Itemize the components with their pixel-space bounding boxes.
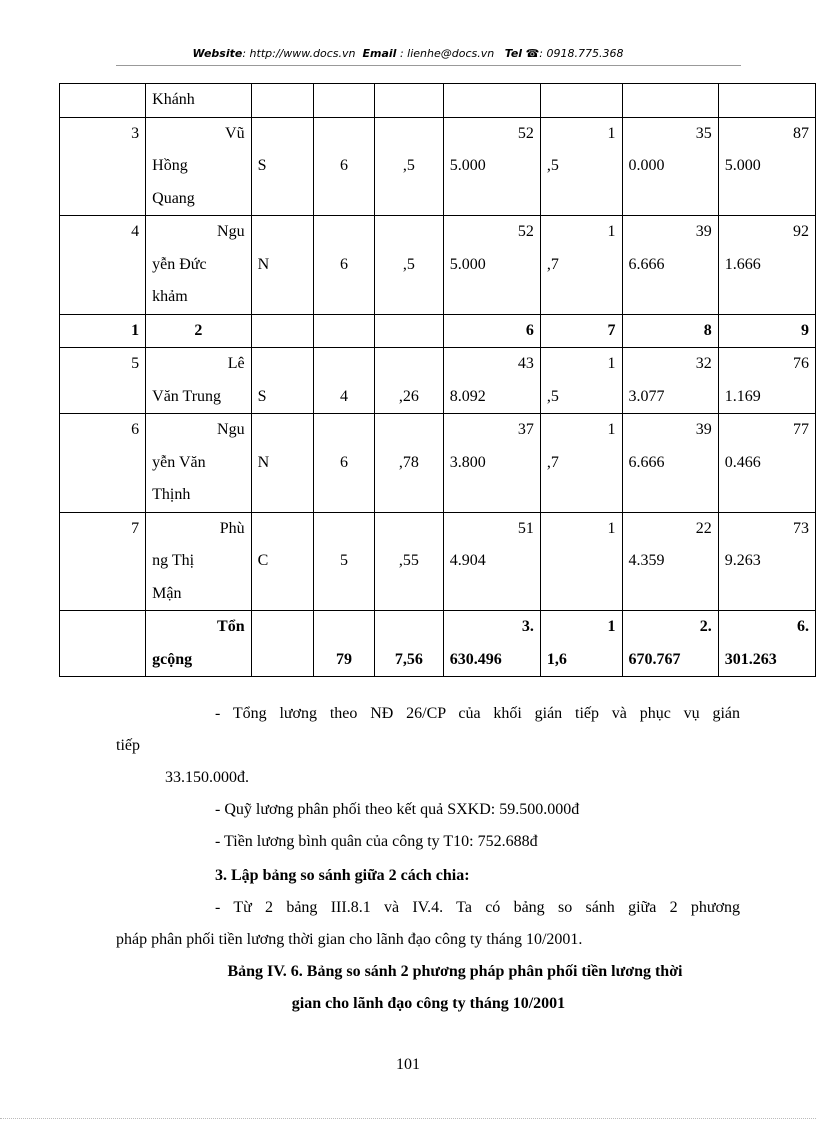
table-cell-line: C <box>257 552 269 569</box>
table-cell-line: 73 <box>793 519 809 537</box>
table-cell-c6 <box>443 216 540 315</box>
table-cell-line: 1 <box>607 618 616 635</box>
table-cell-line: S <box>257 157 267 174</box>
table-caption-line1: Bảng IV. 6. Bảng so sánh 2 phương pháp phân phối tiền lương thời <box>227 963 683 980</box>
phone-icon: ☎ <box>525 47 540 60</box>
table-cell-c9 <box>718 512 815 611</box>
table-cell-line: khảm <box>152 288 188 305</box>
table-cell-c7 <box>540 216 622 315</box>
table-cell-c4 <box>313 314 374 348</box>
table-cell-c8 <box>622 512 718 611</box>
table-cell-c4 <box>313 84 374 118</box>
table-cell-c9 <box>718 611 815 677</box>
table-cell-line: Mận <box>152 584 182 602</box>
table-row <box>60 512 816 611</box>
table-cell-c9 <box>718 314 815 348</box>
table-cell-stt <box>60 611 146 677</box>
table-cell-line: 7,56 <box>394 650 423 668</box>
table-cell-c4 <box>313 414 374 513</box>
table-cell-line: yễn Văn <box>152 453 206 471</box>
table-cell-c6 <box>443 117 540 216</box>
tel-value: : 0918.775.368 <box>539 47 624 60</box>
table-cell-line: 4 <box>131 223 140 240</box>
table-cell-line: Phù <box>219 519 245 537</box>
table-cell-line: 6 <box>339 255 348 273</box>
table-cell-c7 <box>540 512 622 611</box>
table-cell-line: 87 <box>793 124 809 142</box>
email-label: Email <box>362 47 397 60</box>
table-cell-line: 301.263 <box>724 650 777 668</box>
table-cell-line: Khánh <box>152 91 195 108</box>
table-cell-line: 3 <box>131 124 140 142</box>
table-cell-line: 1 <box>131 321 140 339</box>
table-cell-c7 <box>540 414 622 513</box>
table-cell-stt <box>60 414 146 513</box>
table-cell-line: 8.092 <box>449 387 486 405</box>
table-cell-line: 7 <box>131 519 140 537</box>
paragraph-total-salary-cont: tiếp <box>116 737 140 754</box>
footer-rule <box>0 1118 816 1119</box>
table-cell-name <box>146 348 251 414</box>
table-cell-c3 <box>251 512 313 611</box>
table-cell-line: 6 <box>339 157 348 174</box>
table-cell-c8 <box>622 117 718 216</box>
table-cell-name <box>146 611 251 677</box>
table-cell-line: Thịnh <box>152 486 191 503</box>
table-cell-c5 <box>375 84 444 118</box>
table-cell-line: 6.666 <box>628 255 665 273</box>
table-cell-line: Quang <box>152 189 195 207</box>
table-cell-c5 <box>375 216 444 315</box>
table-cell-c7 <box>540 117 622 216</box>
table-cell-c3 <box>251 216 313 315</box>
table-cell-c3 <box>251 117 313 216</box>
table-row <box>60 414 816 513</box>
table-cell-line: 3.800 <box>449 453 486 471</box>
table-cell-c4 <box>313 512 374 611</box>
table-cell-stt <box>60 314 146 348</box>
paragraph-amount: 33.150.000đ. <box>165 769 249 786</box>
table-cell-c9 <box>718 414 815 513</box>
table-cell-line: 5.000 <box>724 157 761 174</box>
table-cell-c5 <box>375 314 444 348</box>
table-cell-c3 <box>251 414 313 513</box>
table-cell-line: 6 <box>339 453 348 471</box>
table-cell-line: Ngu <box>217 223 245 240</box>
table-cell-c7 <box>540 348 622 414</box>
table-cell-line: S <box>257 387 267 405</box>
paragraph-comparison-cont: pháp phân phối tiền lương thời gian cho lãnh đạo công ty tháng 10/2001. <box>116 931 583 948</box>
table-cell-c6 <box>443 348 540 414</box>
table-cell-line: 6. <box>797 618 809 635</box>
table-cell-line: ,78 <box>398 453 419 471</box>
table-cell-line: 3.077 <box>628 387 665 405</box>
table-cell-c8 <box>622 314 718 348</box>
table-cell-line: 39 <box>695 223 712 240</box>
table-cell-line: 92 <box>793 223 809 240</box>
table-cell-line: 79 <box>335 650 352 668</box>
paragraph-total-salary: - Tổng lương theo NĐ 26/CP của khối gián tiếp và phục vụ gián <box>215 705 740 722</box>
table-cell-line: 32 <box>695 355 712 372</box>
table-cell-c4 <box>313 348 374 414</box>
page-number: 101 <box>396 1056 420 1073</box>
table-cell-line: 5 <box>131 355 140 372</box>
table-cell-line: 6 <box>131 421 140 438</box>
table-cell-stt <box>60 84 146 118</box>
table-cell-c6 <box>443 414 540 513</box>
table-cell-line: ng Thị <box>152 552 195 569</box>
table-cell-line: ,5 <box>546 157 559 174</box>
table-cell-c6 <box>443 611 540 677</box>
table-cell-line: 1 <box>607 124 616 142</box>
table-cell-line: Ngu <box>217 421 245 438</box>
table-cell-line: Tổn <box>217 618 245 635</box>
table-cell-c4 <box>313 117 374 216</box>
table-cell-line: 4.904 <box>449 552 486 569</box>
email-value: : lienhe@docs.vn <box>399 47 495 60</box>
table-cell-line: 2. <box>699 618 712 635</box>
table-row <box>60 216 816 315</box>
table-cell-line: N <box>257 453 270 471</box>
table-cell-c5 <box>375 512 444 611</box>
table-cell-line: 77 <box>793 421 809 438</box>
tel-label: Tel <box>504 47 523 60</box>
table-cell-line: 52 <box>517 124 534 142</box>
table-row <box>60 117 816 216</box>
table-cell-c8 <box>622 348 718 414</box>
table-cell-c8 <box>622 414 718 513</box>
table-cell-line: 5.000 <box>449 157 486 174</box>
table-cell-c9 <box>718 348 815 414</box>
website-value: : http://www.docs.vn <box>242 47 356 60</box>
table-row <box>60 611 816 677</box>
table-cell-line: N <box>257 255 270 273</box>
table-cell-line: 6.666 <box>628 453 665 471</box>
table-cell-line: 6 <box>525 321 534 339</box>
table-cell-line: 670.767 <box>628 650 681 668</box>
salary-table <box>59 83 816 677</box>
table-cell-line: ,7 <box>546 453 559 471</box>
table-cell-line: Văn Trung <box>152 387 222 405</box>
section-heading: 3. Lập bảng so sánh giữa 2 cách chia: <box>215 867 470 884</box>
header-rule <box>116 65 741 66</box>
table-cell-line: 2 <box>194 321 203 339</box>
page-header <box>0 47 816 60</box>
table-row <box>60 84 816 118</box>
table-cell-name <box>146 117 251 216</box>
table-cell-c7 <box>540 611 622 677</box>
table-cell-line: 3. <box>521 618 534 635</box>
table-row <box>60 314 816 348</box>
table-cell-c7 <box>540 84 622 118</box>
table-cell-stt <box>60 117 146 216</box>
table-cell-name <box>146 414 251 513</box>
table-cell-line: 43 <box>517 355 534 372</box>
table-cell-name <box>146 216 251 315</box>
table-cell-c3 <box>251 84 313 118</box>
table-cell-line: 4 <box>339 387 348 405</box>
table-cell-c5 <box>375 117 444 216</box>
paragraph-salary-fund: - Quỹ lương phân phối theo kết quả SXKD: 59.500.000đ <box>215 801 580 818</box>
table-cell-line: yễn Đức <box>152 255 207 273</box>
paragraph-comparison: - Từ 2 bảng III.8.1 và IV.4. Ta có bảng so sánh giữa 2 phương <box>215 899 740 916</box>
table-cell-c5 <box>375 414 444 513</box>
table-cell-line: 1 <box>607 519 616 537</box>
website-label: Website <box>192 47 243 60</box>
table-cell-c3 <box>251 314 313 348</box>
table-cell-line: 52 <box>517 223 534 240</box>
table-cell-c6 <box>443 314 540 348</box>
table-cell-c9 <box>718 216 815 315</box>
table-cell-line: 1 <box>607 355 616 372</box>
table-cell-name <box>146 84 251 118</box>
table-cell-line: 9.263 <box>724 552 761 569</box>
table-cell-c9 <box>718 117 815 216</box>
table-cell-line: 7 <box>607 321 616 339</box>
table-cell-line: 1.169 <box>724 387 761 405</box>
table-cell-line: ,5 <box>546 387 559 405</box>
table-cell-line: ,5 <box>402 157 415 174</box>
table-cell-c8 <box>622 611 718 677</box>
table-cell-line: 1 <box>607 223 616 240</box>
table-cell-c5 <box>375 611 444 677</box>
table-cell-line: ,7 <box>546 255 559 273</box>
table-caption-line2: gian cho lãnh đạo công ty tháng 10/2001 <box>291 995 566 1012</box>
table-cell-c4 <box>313 611 374 677</box>
table-cell-c3 <box>251 611 313 677</box>
table-cell-line: ,55 <box>398 552 419 569</box>
table-cell-c5 <box>375 348 444 414</box>
table-cell-line: 5.000 <box>449 255 486 273</box>
table-cell-line: 37 <box>517 421 534 438</box>
table-cell-line: 22 <box>695 519 712 537</box>
table-cell-line: Vũ <box>225 124 245 142</box>
table-cell-line: 35 <box>695 124 712 142</box>
table-cell-line: 8 <box>703 321 712 339</box>
table-cell-c3 <box>251 348 313 414</box>
paragraph-average-salary: - Tiền lương bình quân của công ty T10: 752.688đ <box>215 833 538 850</box>
table-cell-line: 630.496 <box>449 650 502 668</box>
table-cell-stt <box>60 512 146 611</box>
table-cell-line: 1.666 <box>724 255 761 273</box>
table-cell-line: 4.359 <box>628 552 665 569</box>
table-cell-line: ,5 <box>402 255 415 273</box>
table-cell-line: 51 <box>517 519 534 537</box>
table-cell-line: 39 <box>695 421 712 438</box>
table-cell-name <box>146 314 251 348</box>
table-cell-line: ,26 <box>398 387 419 405</box>
table-cell-c4 <box>313 216 374 315</box>
table-cell-line: 0.000 <box>628 157 665 174</box>
table-cell-line: Hồng <box>152 157 188 174</box>
table-cell-line: gcộng <box>152 650 193 668</box>
table-cell-line: 1,6 <box>546 650 567 668</box>
table-cell-c7 <box>540 314 622 348</box>
table-cell-c8 <box>622 84 718 118</box>
table-cell-line: 9 <box>801 321 809 339</box>
table-cell-line: 0.466 <box>724 453 761 471</box>
table-cell-c6 <box>443 512 540 611</box>
table-cell-line: 76 <box>793 355 809 372</box>
table-cell-name <box>146 512 251 611</box>
table-cell-c6 <box>443 84 540 118</box>
table-cell-c8 <box>622 216 718 315</box>
table-cell-line: Lê <box>227 355 245 372</box>
table-row <box>60 348 816 414</box>
table-cell-line: 5 <box>339 552 348 569</box>
table-cell-stt <box>60 348 146 414</box>
table-cell-stt <box>60 216 146 315</box>
table-cell-c9 <box>718 84 815 118</box>
table-cell-line: 1 <box>607 421 616 438</box>
